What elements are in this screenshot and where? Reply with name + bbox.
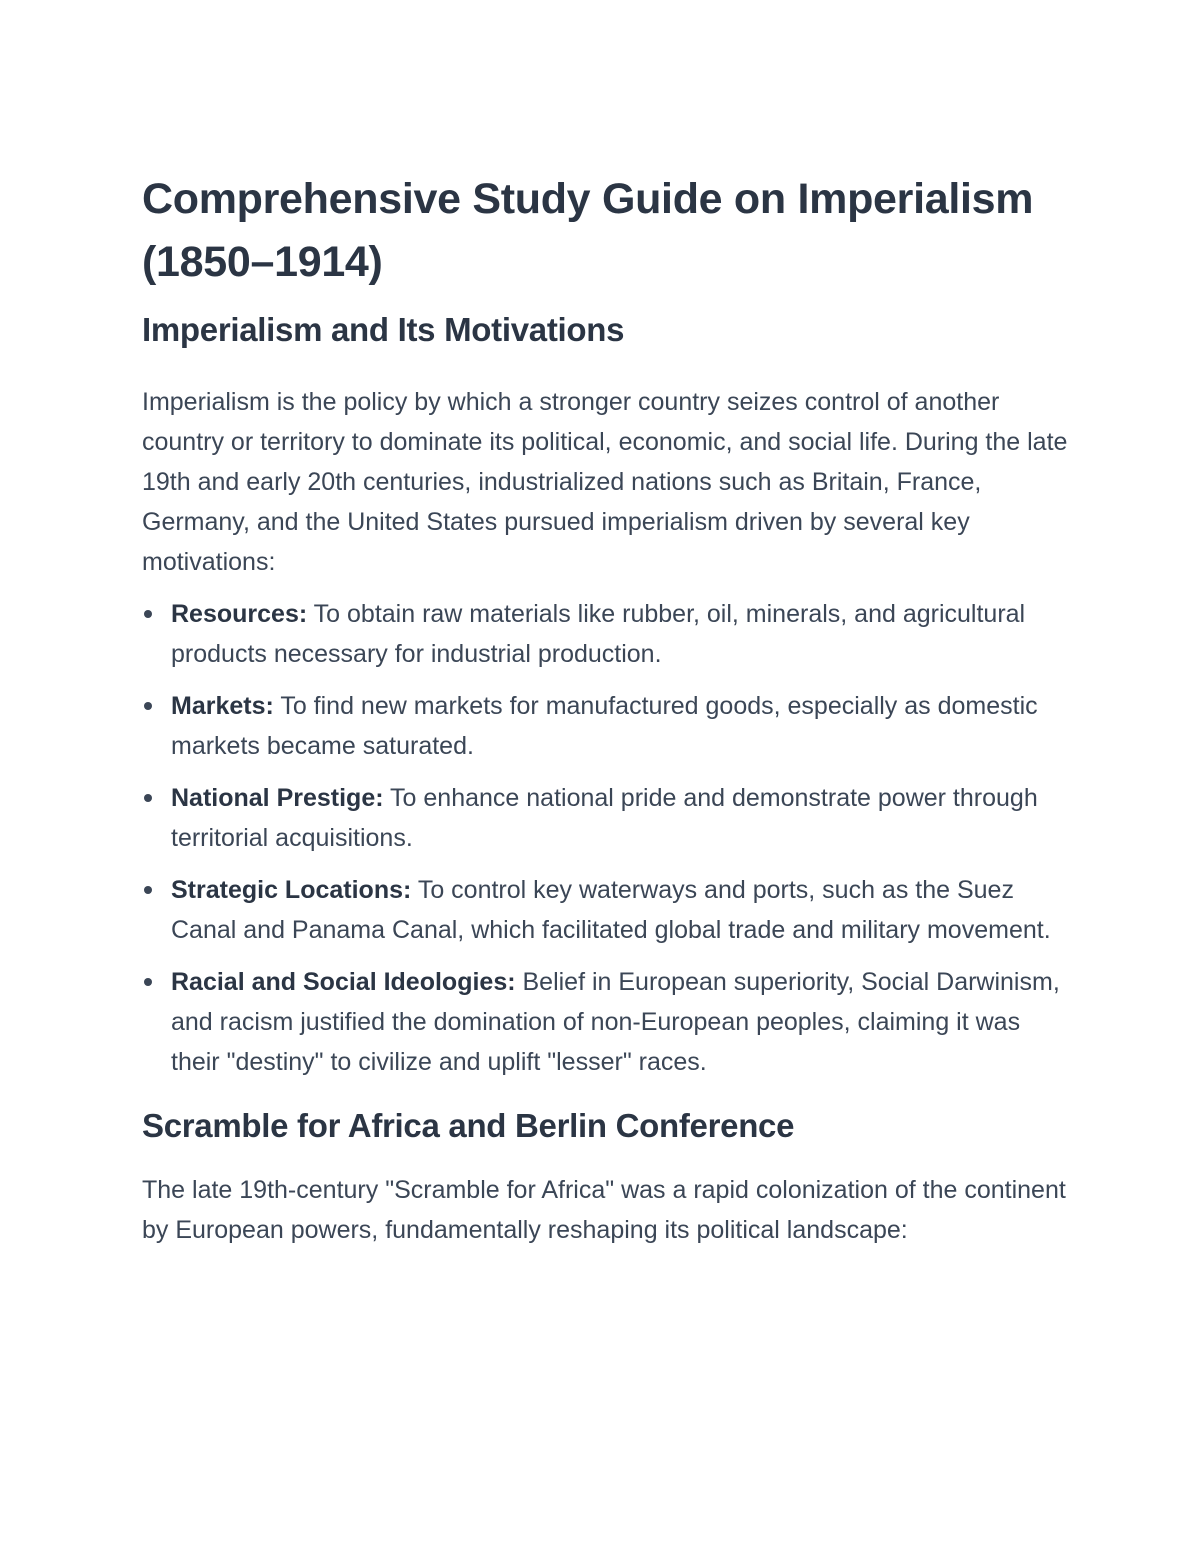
section-intro-scramble: The late 19th-century "Scramble for Africa" was a rapid colonization of the continent by European powers, fundamentally reshaping its political landscape: <box>142 1176 1066 1244</box>
list-item-term: National Prestige: <box>171 784 384 812</box>
list-item-term: Strategic Locations: <box>171 876 412 904</box>
bullet-icon <box>144 794 152 802</box>
list-item <box>142 962 1072 1082</box>
bullet-icon <box>144 886 152 894</box>
list-item-text: To obtain raw materials like rubber, oil, minerals, and agricultural products necessary for industrial production. <box>171 600 1026 668</box>
bullet-icon <box>144 610 152 618</box>
list-item <box>142 686 1072 766</box>
bullet-icon <box>144 702 152 710</box>
list-item <box>142 870 1072 950</box>
list-item-text: To enhance national pride and demonstrate power through territorial acquisitions. <box>171 784 1038 852</box>
motivations-list <box>142 594 1072 1082</box>
list-item-text: To control key waterways and ports, such as the Suez Canal and Panama Canal, which facilitated global trade and military movement. <box>171 876 1051 944</box>
list-item <box>142 594 1072 674</box>
list-item-text: Belief in European superiority, Social Darwinism, and racism justified the domination of non-European peoples, claiming it was their "destiny" to civilize and uplift "lesser" races. <box>171 968 1060 1076</box>
document-title: Comprehensive Study Guide on Imperialism (1850–1914) <box>142 175 1034 286</box>
section-heading-scramble: Scramble for Africa and Berlin Conference <box>142 1107 795 1144</box>
list-item-term: Racial and Social Ideologies: <box>171 968 516 996</box>
list-item-term: Markets: <box>171 692 274 720</box>
list-item-term: Resources: <box>171 600 308 628</box>
list-item <box>142 778 1072 858</box>
list-item-text: To find new markets for manufactured goods, especially as domestic markets became saturated. <box>171 692 1038 760</box>
document-page <box>142 168 1072 1250</box>
section-intro-motivations: Imperialism is the policy by which a stronger country seizes control of another country or territory to dominate its political, economic, and social life. During the late 19th and early 20th centuries, industrialized nations such as Britain, France, Germany, and the United States pursued imperialism driven by several key motivations: <box>142 388 1068 576</box>
bullet-icon <box>144 978 152 986</box>
section-heading-motivations: Imperialism and Its Motivations <box>142 311 625 348</box>
